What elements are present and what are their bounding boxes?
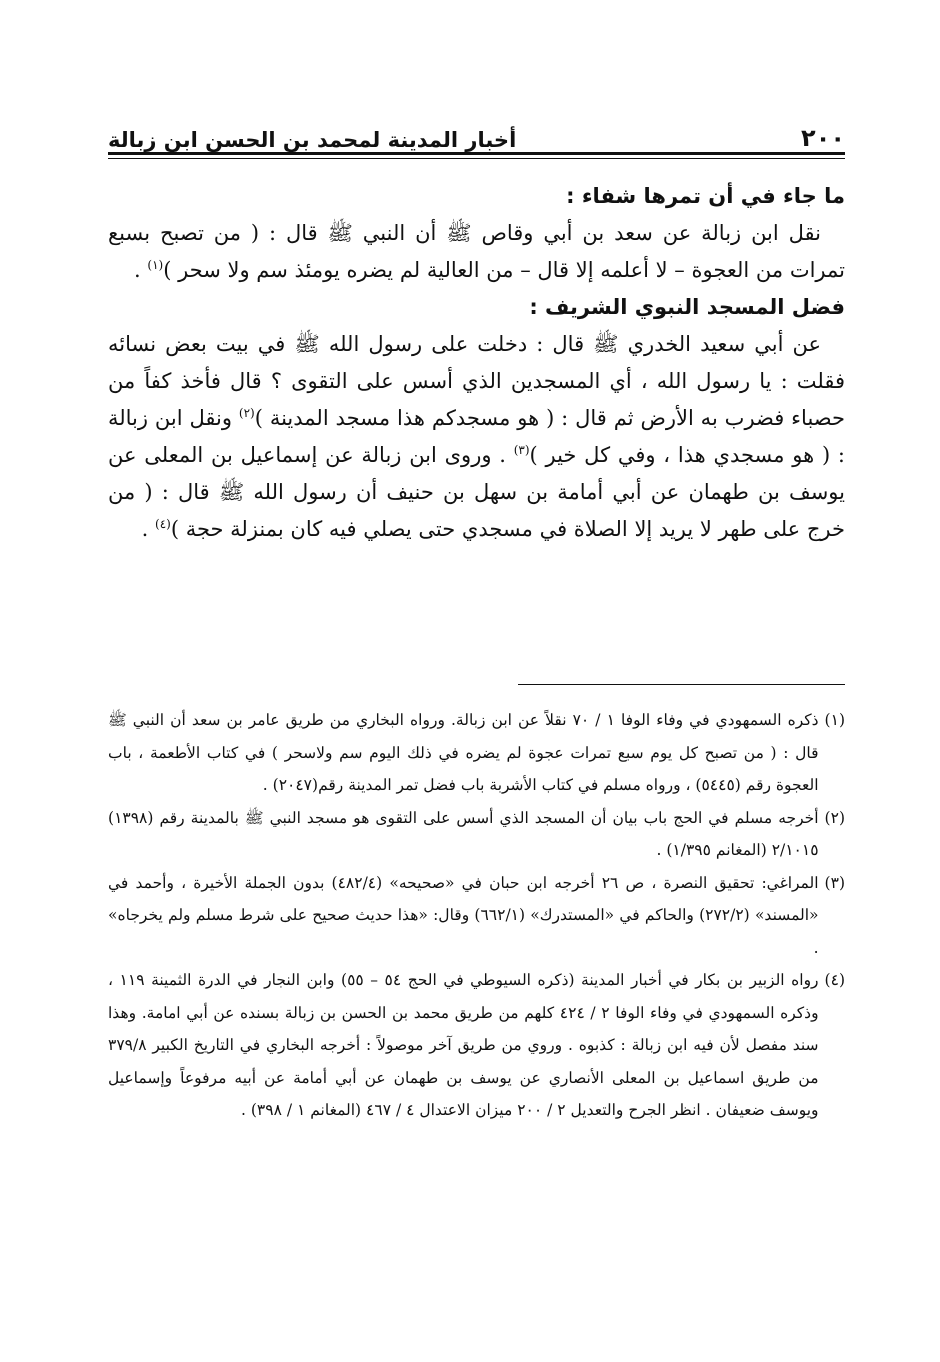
paragraph-mosque-part1: عن أبي سعيد الخدري ﷺ قال : دخلت على رسول الله ﷺ في بيت بعض نسائه فقلت : يا رسول الله ، أي المسجدين الذي أسس على التقوى ؟ قال فأخذ كفاً من حصباء فضرب به الأرض ثم قال : ( هو مسجدكم هذا مسجد المدينة ) <box>108 332 845 430</box>
paragraph-dates-end: . <box>134 258 148 282</box>
footnote-text: ذكره السمهودي في وفاء الوفا ١ / ٧٠ نقلاً عن ابن زبالة. ورواه البخاري من طريق عامر بن سعد أن النبي ﷺ قال : ( من تصبح كل يوم سبع تمرات عجوة لم يضره في ذلك اليوم سم ولاسحر ) في كتاب الأطعمة ، باب العجوة رقم (٥٤٤٥) ، ورواه مسلم في كتاب الأشربة باب فضل تمر المدينة رقم(٢٠٤٧) . <box>108 711 819 794</box>
footnote-ref-3[interactable]: (٣) <box>513 443 530 457</box>
footnote-text: المراغي: تحقيق النصرة ، ص ٢٦ أخرجه ابن حبان في «صحيحه» (٤٨٢/٤) بدون الجملة الأخيرة ، وأحمد في «المسند» (٢٧٢/٢) والحاكم في «المستدرك» (٦٦٢/١) وقال: «هذا حديث صحيح على شرط مسلم ولم يخرجاه» . <box>108 873 819 957</box>
header-rule-thin <box>108 158 845 159</box>
footnote-1 <box>108 704 845 802</box>
footnote-text: أخرجه مسلم في الحج باب بيان أن المسجد الذي أسس على التقوى هو مسجد النبي ﷺ بالمدينة رقم (١٣٩٨) ٢/١٠١٥ (المغانم ١/٣٩٥) . <box>108 808 819 859</box>
footnote-number: (١) <box>824 711 845 729</box>
header-rule <box>108 152 845 155</box>
footnote-separator <box>518 684 845 685</box>
footnote-number: (٣) <box>824 873 845 892</box>
page-number: ٢٠٠ <box>801 124 845 152</box>
section-heading-dates: ما جاء في أن تمرها شفاء : <box>566 184 845 208</box>
paragraph-dates <box>108 215 845 289</box>
footnotes <box>108 704 845 1127</box>
paragraph-mosque-part3: . وروى ابن زبالة عن إسماعيل بن المعلى عن يوسف بن طهمان عن أبي أمامة بن سهل بن حنيف أن رسول الله ﷺ قال : ( من خرج على طهر لا يريد إلا الصلاة في مسجدي حتى يصلي فيه كان بمنزلة حجة ) <box>108 443 845 541</box>
footnote-3 <box>108 867 845 965</box>
paragraph-mosque <box>108 326 845 548</box>
footnote-ref-2[interactable]: (٢) <box>238 406 255 420</box>
footnote-number: (٢) <box>824 808 845 827</box>
footnote-2 <box>108 802 845 867</box>
section-heading-mosque: فضل المسجد النبوي الشريف : <box>529 295 845 319</box>
running-head <box>108 112 845 152</box>
main-text <box>108 178 845 548</box>
paragraph-dates-text: نقل ابن زبالة عن سعد بن أبي وقاص ﷺ أن النبي ﷺ قال : ( من تصبح بسبع تمرات من العجوة – لا أعلمه إلا قال – من العالية لم يضره يومئذ سم ولا سحر ) <box>108 221 845 282</box>
footnote-4 <box>108 964 845 1127</box>
footnote-number: (٤) <box>824 971 845 989</box>
footnote-text: رواه الزبير بن بكار في أخبار المدينة (ذكره السيوطي في الحج ٥٤ – ٥٥) وابن النجار في الدرة الثمينة ١١٩ ، وذكره السمهودي في وفاء الوفا ٢ / ٤٢٤ كلهم من طريق محمد بن الحسن بن زبالة بسنده عن أبي امامة. وهذا سند مفصل لأن فيه ابن زبالة : كذبوه . وروي من طريق آخر موصولاً : أخرجه البخاري في التاريخ الكبير ٣٧٩/٨ من طريق اسماعيل بن المعلى الأنصاري عن يوسف بن طهمان عن أبي أمامة عن أبيه مرفوعاً وإسماعيل ويوسف ضعيفان . انظر الجرح والتعديل ٢ / ٢٠٠ ميزان الاعتدال ٤ / ٤٦٧ (المغانم ١ / ٣٩٨) . <box>108 971 819 1119</box>
footnote-ref-1[interactable]: (١) <box>147 258 164 272</box>
paragraph-mosque-part2: ونقل ابن زبالة : ( هو مسجدي هذا ، وفي كل خير ) <box>108 406 845 467</box>
footnote-ref-4[interactable]: (٤) <box>155 517 171 531</box>
paragraph-mosque-end: . <box>141 517 155 541</box>
book-title: أخبار المدينة لمحمد بن الحسن ابن زبالة <box>108 128 517 152</box>
